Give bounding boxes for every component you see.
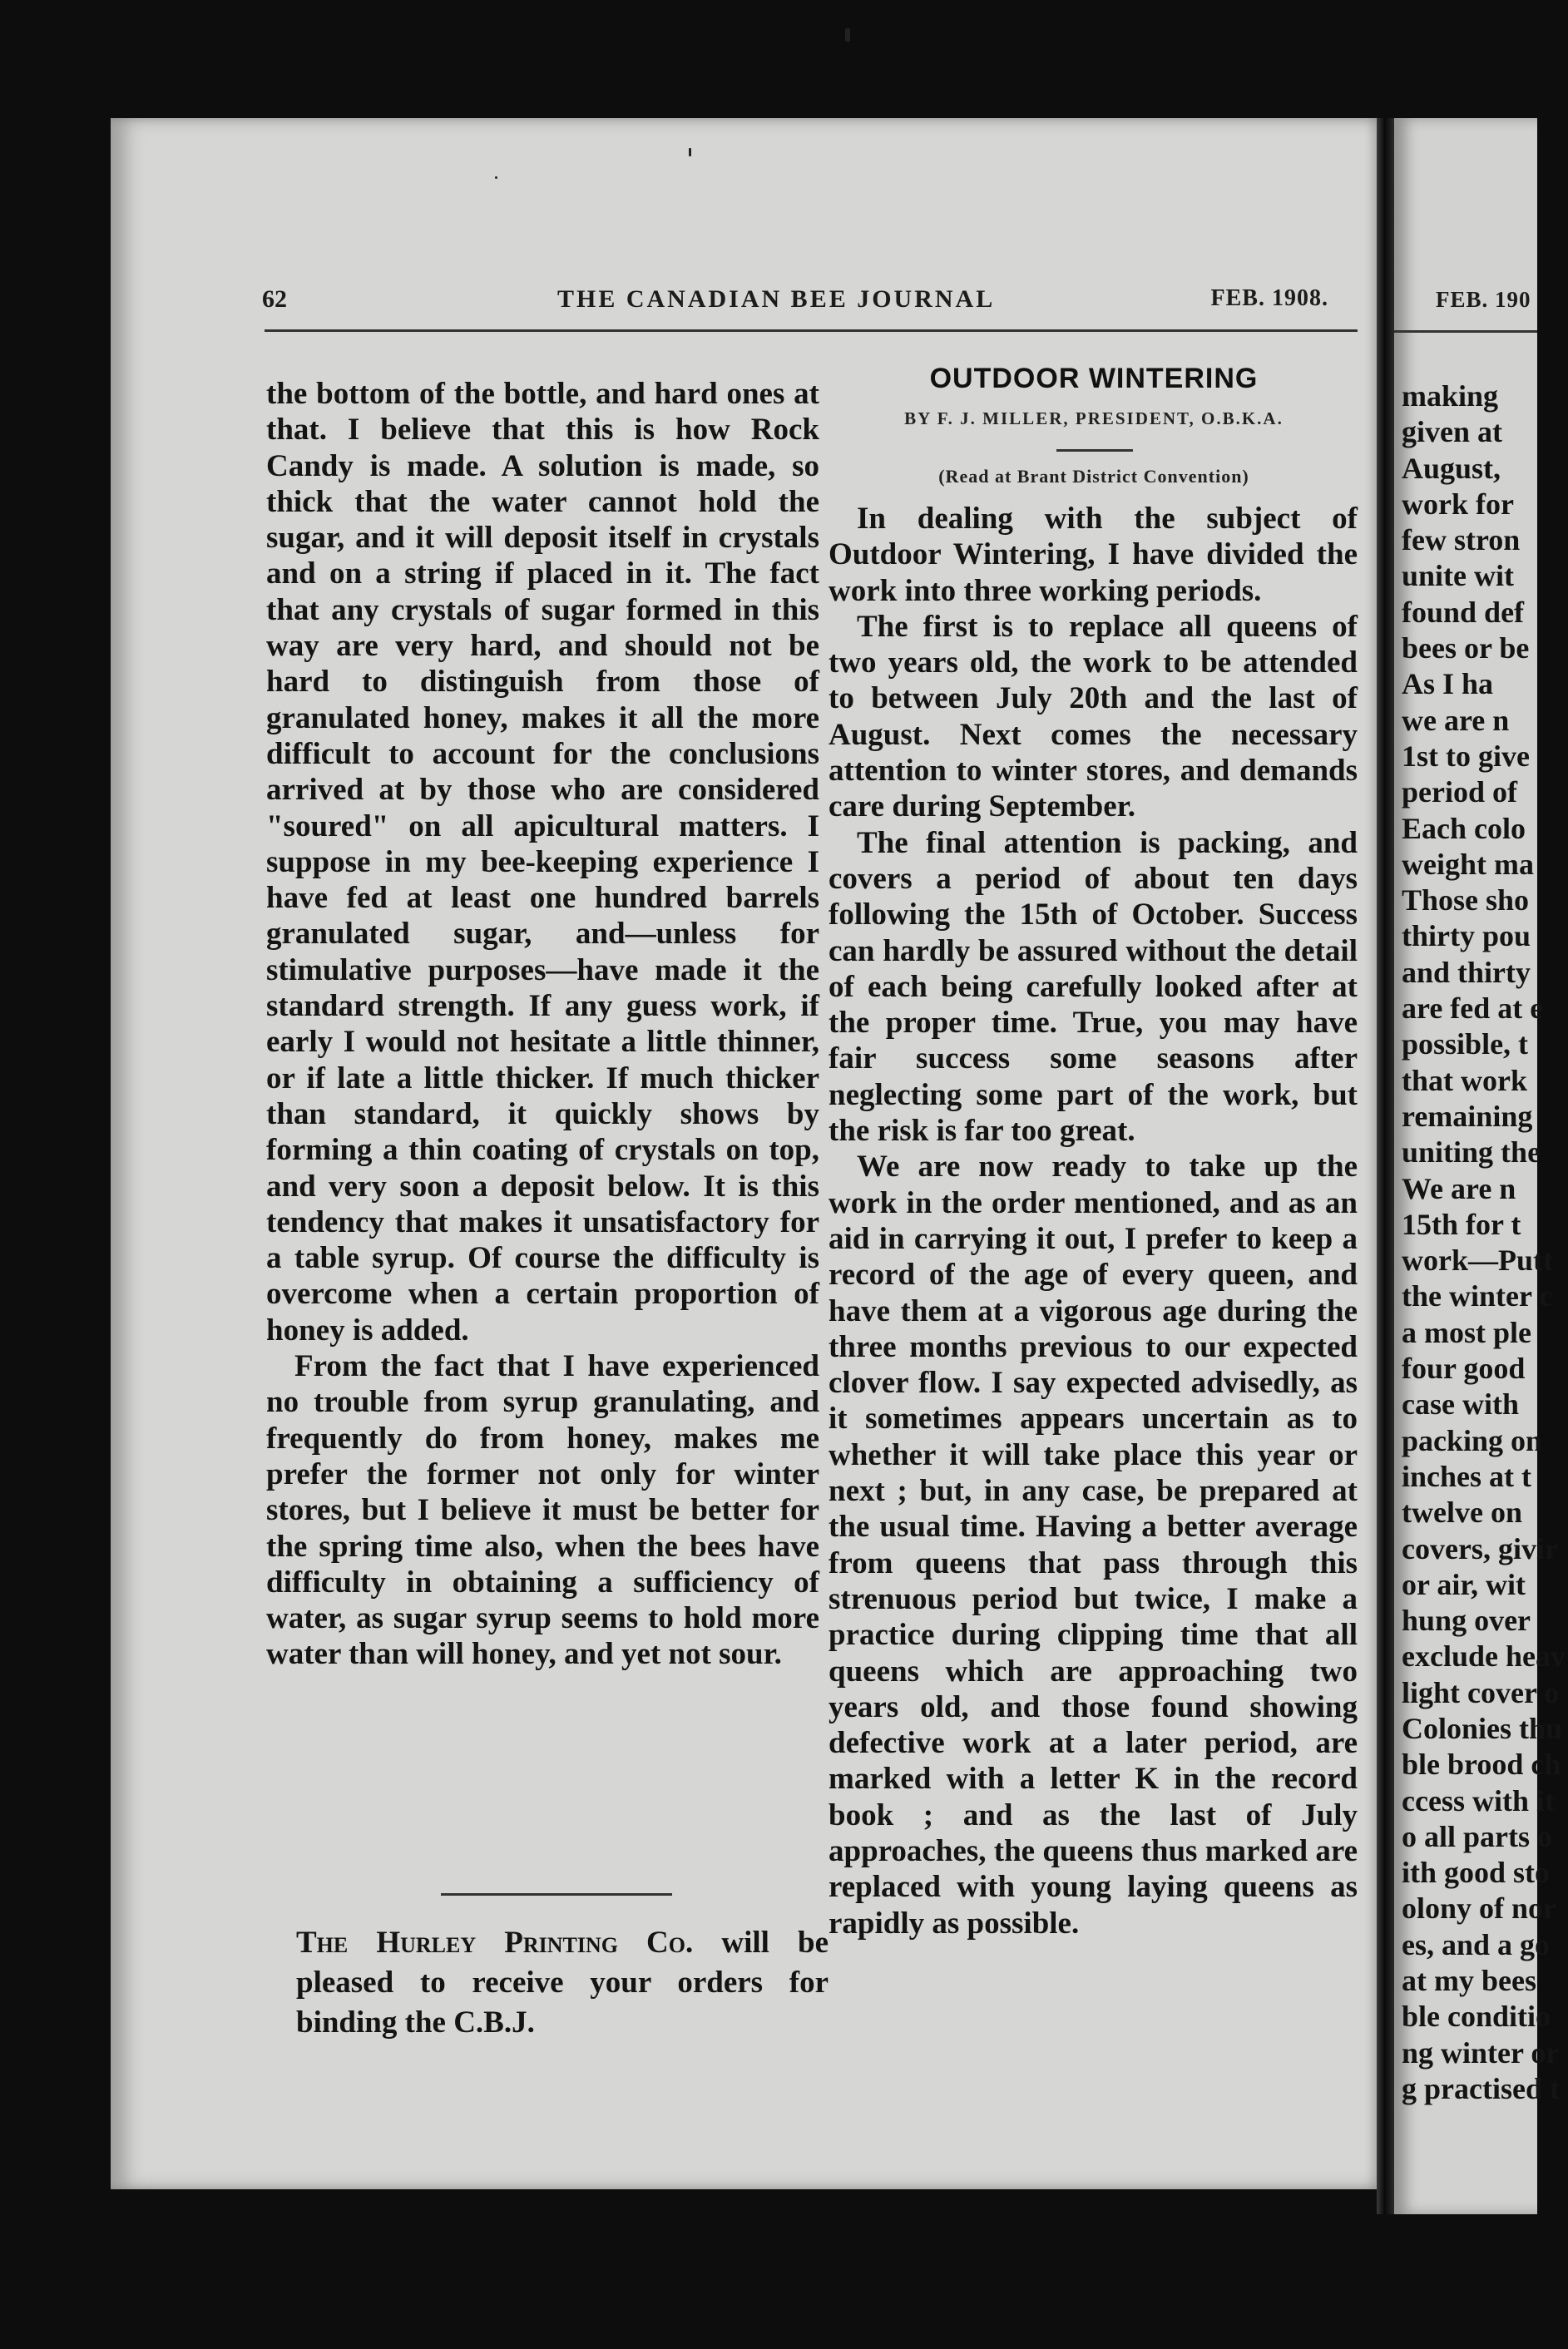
right-page-line: uniting the	[1402, 1135, 1541, 1170]
right-page-header: FEB. 190	[1436, 287, 1531, 312]
right-page-line: given at	[1402, 415, 1502, 449]
article-note: (Read at Brant District Convention)	[938, 466, 1249, 487]
right-page-line: ble brood ch	[1402, 1748, 1561, 1782]
right-page-column	[1402, 378, 1568, 2107]
right-page-line: the winter c	[1402, 1279, 1553, 1313]
right-page-line: g practised t	[1402, 2071, 1560, 2105]
article-byline: BY F. J. MILLER, PRESIDENT, O.B.K.A.	[904, 408, 1284, 428]
right-page-line: and thirty	[1402, 955, 1531, 989]
right-page-line: light cover o	[1402, 1675, 1560, 1709]
right-page-line: that work	[1402, 1063, 1527, 1097]
right-page-line: work for	[1402, 487, 1514, 521]
right-page-line: period of	[1402, 775, 1517, 809]
right-page-line: We are n	[1402, 1171, 1516, 1205]
separator-rule	[441, 1893, 672, 1896]
article-title: OUTDOOR WINTERING	[929, 363, 1259, 394]
printing-notice	[296, 1923, 829, 2043]
left-paragraph-2: From the fact that I have experienced no trouble from syrup granulating, and frequently do from honey, makes me prefer the former not only for winter stores, but I believe it must be better for the spring time also, when the bees have difficulty in obtaining a sufficiency of water, as sugar syrup seems to hold more water than will honey, and yet not sour.	[266, 1349, 819, 1672]
right-page-line: case with	[1402, 1387, 1519, 1422]
right-page-line: twelve on	[1402, 1496, 1522, 1530]
left-paragraph-1: the bottom of the bottle, and hard ones at that. I believe that this is how Rock Candy is made. A solution is made, so thick that the water cannot hold the sugar, and it will deposit itself in crystals and on a string if placed in it. The fact that any crystals of sugar formed in this way are very hard, and should not be hard to distinguish from those of granulated honey, makes it all the more difficult to account for the conclusions arrived at by those who are considered "soured" on all apicultural matters. I suppose in my bee-keeping experience I have fed at least one hundred barrels granulated sugar, and—unless for stimulative purposes—have made it the standard strength. If any guess work, if early I would not hesitate a little thinner, or if late a little thicker. If much thicker than standard, it quickly shows by forming a thin coating of crystals on top, and very soon a deposit below. It is this tendency that makes it unsatisfactory for a table syrup. Of course the difficulty is overcome when a certain proportion of honey is added.	[266, 377, 819, 1348]
right-page-line: weight ma	[1402, 847, 1534, 881]
right-page-line: inches at t	[1402, 1459, 1531, 1493]
right-page-line: packing on	[1402, 1423, 1543, 1457]
right-page-line: or air, wit	[1402, 1567, 1526, 1601]
right-page-line: August,	[1402, 451, 1501, 485]
running-head	[262, 285, 1362, 322]
right-page-line: es, and a go	[1402, 1927, 1551, 1961]
right-page-line: ng winter or	[1402, 2035, 1560, 2070]
right-page-line: ccess with it	[1402, 1783, 1555, 1817]
right-page-line: As I ha	[1402, 667, 1494, 701]
page-number: 62	[262, 285, 287, 313]
paper-speck	[689, 148, 691, 156]
right-page-line: ith good sto	[1402, 1856, 1551, 1890]
journal-title: THE CANADIAN BEE JOURNAL	[557, 285, 996, 313]
article-column	[829, 501, 1358, 1941]
right-page-line: Those sho	[1402, 883, 1530, 917]
right-page-line: o all parts o	[1402, 1819, 1553, 1853]
right-page-line: Colonies thu	[1402, 1711, 1563, 1745]
right-page-line: we are n	[1402, 703, 1510, 737]
right-header-rule	[1394, 330, 1537, 333]
book-gutter	[1377, 118, 1394, 2214]
right-page-line: hung over	[1402, 1604, 1531, 1638]
right-page-line: remaining	[1402, 1099, 1533, 1133]
article-paragraph-2: The first is to replace all queens of two years old, the work to be attended to between July 20th and the last of August. Next comes the necessary attention to winter stores, and demands care during September.	[829, 609, 1358, 824]
article-paragraph-4: We are now ready to take up the work in the order mentioned, and as an aid in carrying it out, I prefer to keep a record of the age of every queen, and have them at a vigorous age during the three months previous to our expected clover flow. I say expected advisedly, as it sometimes appears uncertain as to whether it will take place this year or next ; but, in any case, be prepared at the usual time. Having a better average from queens that pass through this strenuous period but twice, I make a practice during clipping time that all queens which are approaching two years old, and those found showing defective work at a later period, are marked with a letter K in the record book ; and as the last of July approaches, the queens thus marked are replaced with young laying queens as rapidly as possible.	[829, 1150, 1358, 1941]
right-page-line: 1st to give	[1402, 739, 1530, 773]
right-page-line: unite wit	[1402, 559, 1514, 593]
issue-date: FEB. 1908.	[1210, 285, 1328, 311]
right-page-line: possible, t	[1402, 1027, 1529, 1061]
right-page-line: four good	[1402, 1352, 1526, 1386]
right-page-line: work—Putt	[1402, 1244, 1553, 1278]
right-page-line: 15th for t	[1402, 1207, 1521, 1241]
right-page-line: ble conditio	[1402, 2000, 1551, 2034]
right-page-line: thirty pou	[1402, 919, 1531, 953]
right-page-line: few stron	[1402, 523, 1521, 557]
notice-text: will be pleased to receive your orders for binding the C.B.J.	[296, 1926, 829, 2040]
byline-rule	[1056, 449, 1133, 452]
right-page-line: a most ple	[1402, 1315, 1531, 1349]
right-page-line: olony of nor	[1402, 1892, 1557, 1926]
paper-speck	[495, 176, 497, 179]
paper-speck	[845, 28, 850, 42]
header-rule	[265, 329, 1358, 332]
right-page-line: making	[1402, 379, 1499, 413]
right-page-line: covers, givir	[1402, 1531, 1558, 1565]
left-column	[266, 376, 819, 1673]
right-page-line: exclude heav	[1402, 1639, 1566, 1674]
right-page-line: are fed at e	[1402, 992, 1544, 1026]
right-page-line: found def	[1402, 595, 1525, 629]
article-paragraph-1: In dealing with the subject of Outdoor Wintering, I have divided the work into three working periods.	[829, 502, 1358, 608]
right-page-line: at my bees	[1402, 1964, 1536, 1998]
right-page-line: bees or be	[1402, 631, 1530, 665]
article-paragraph-3: The final attention is packing, and covers a period of about ten days following the 15th of October. Success can hardly be assured without the detail of each being carefully looked after at the proper time. True, you may have fair success some seasons after neglecting some part of the work, but the risk is far too great.	[829, 825, 1358, 1149]
right-page-line: Each colo	[1402, 811, 1526, 845]
notice-company: The Hurley Printing Co.	[296, 1926, 694, 1960]
